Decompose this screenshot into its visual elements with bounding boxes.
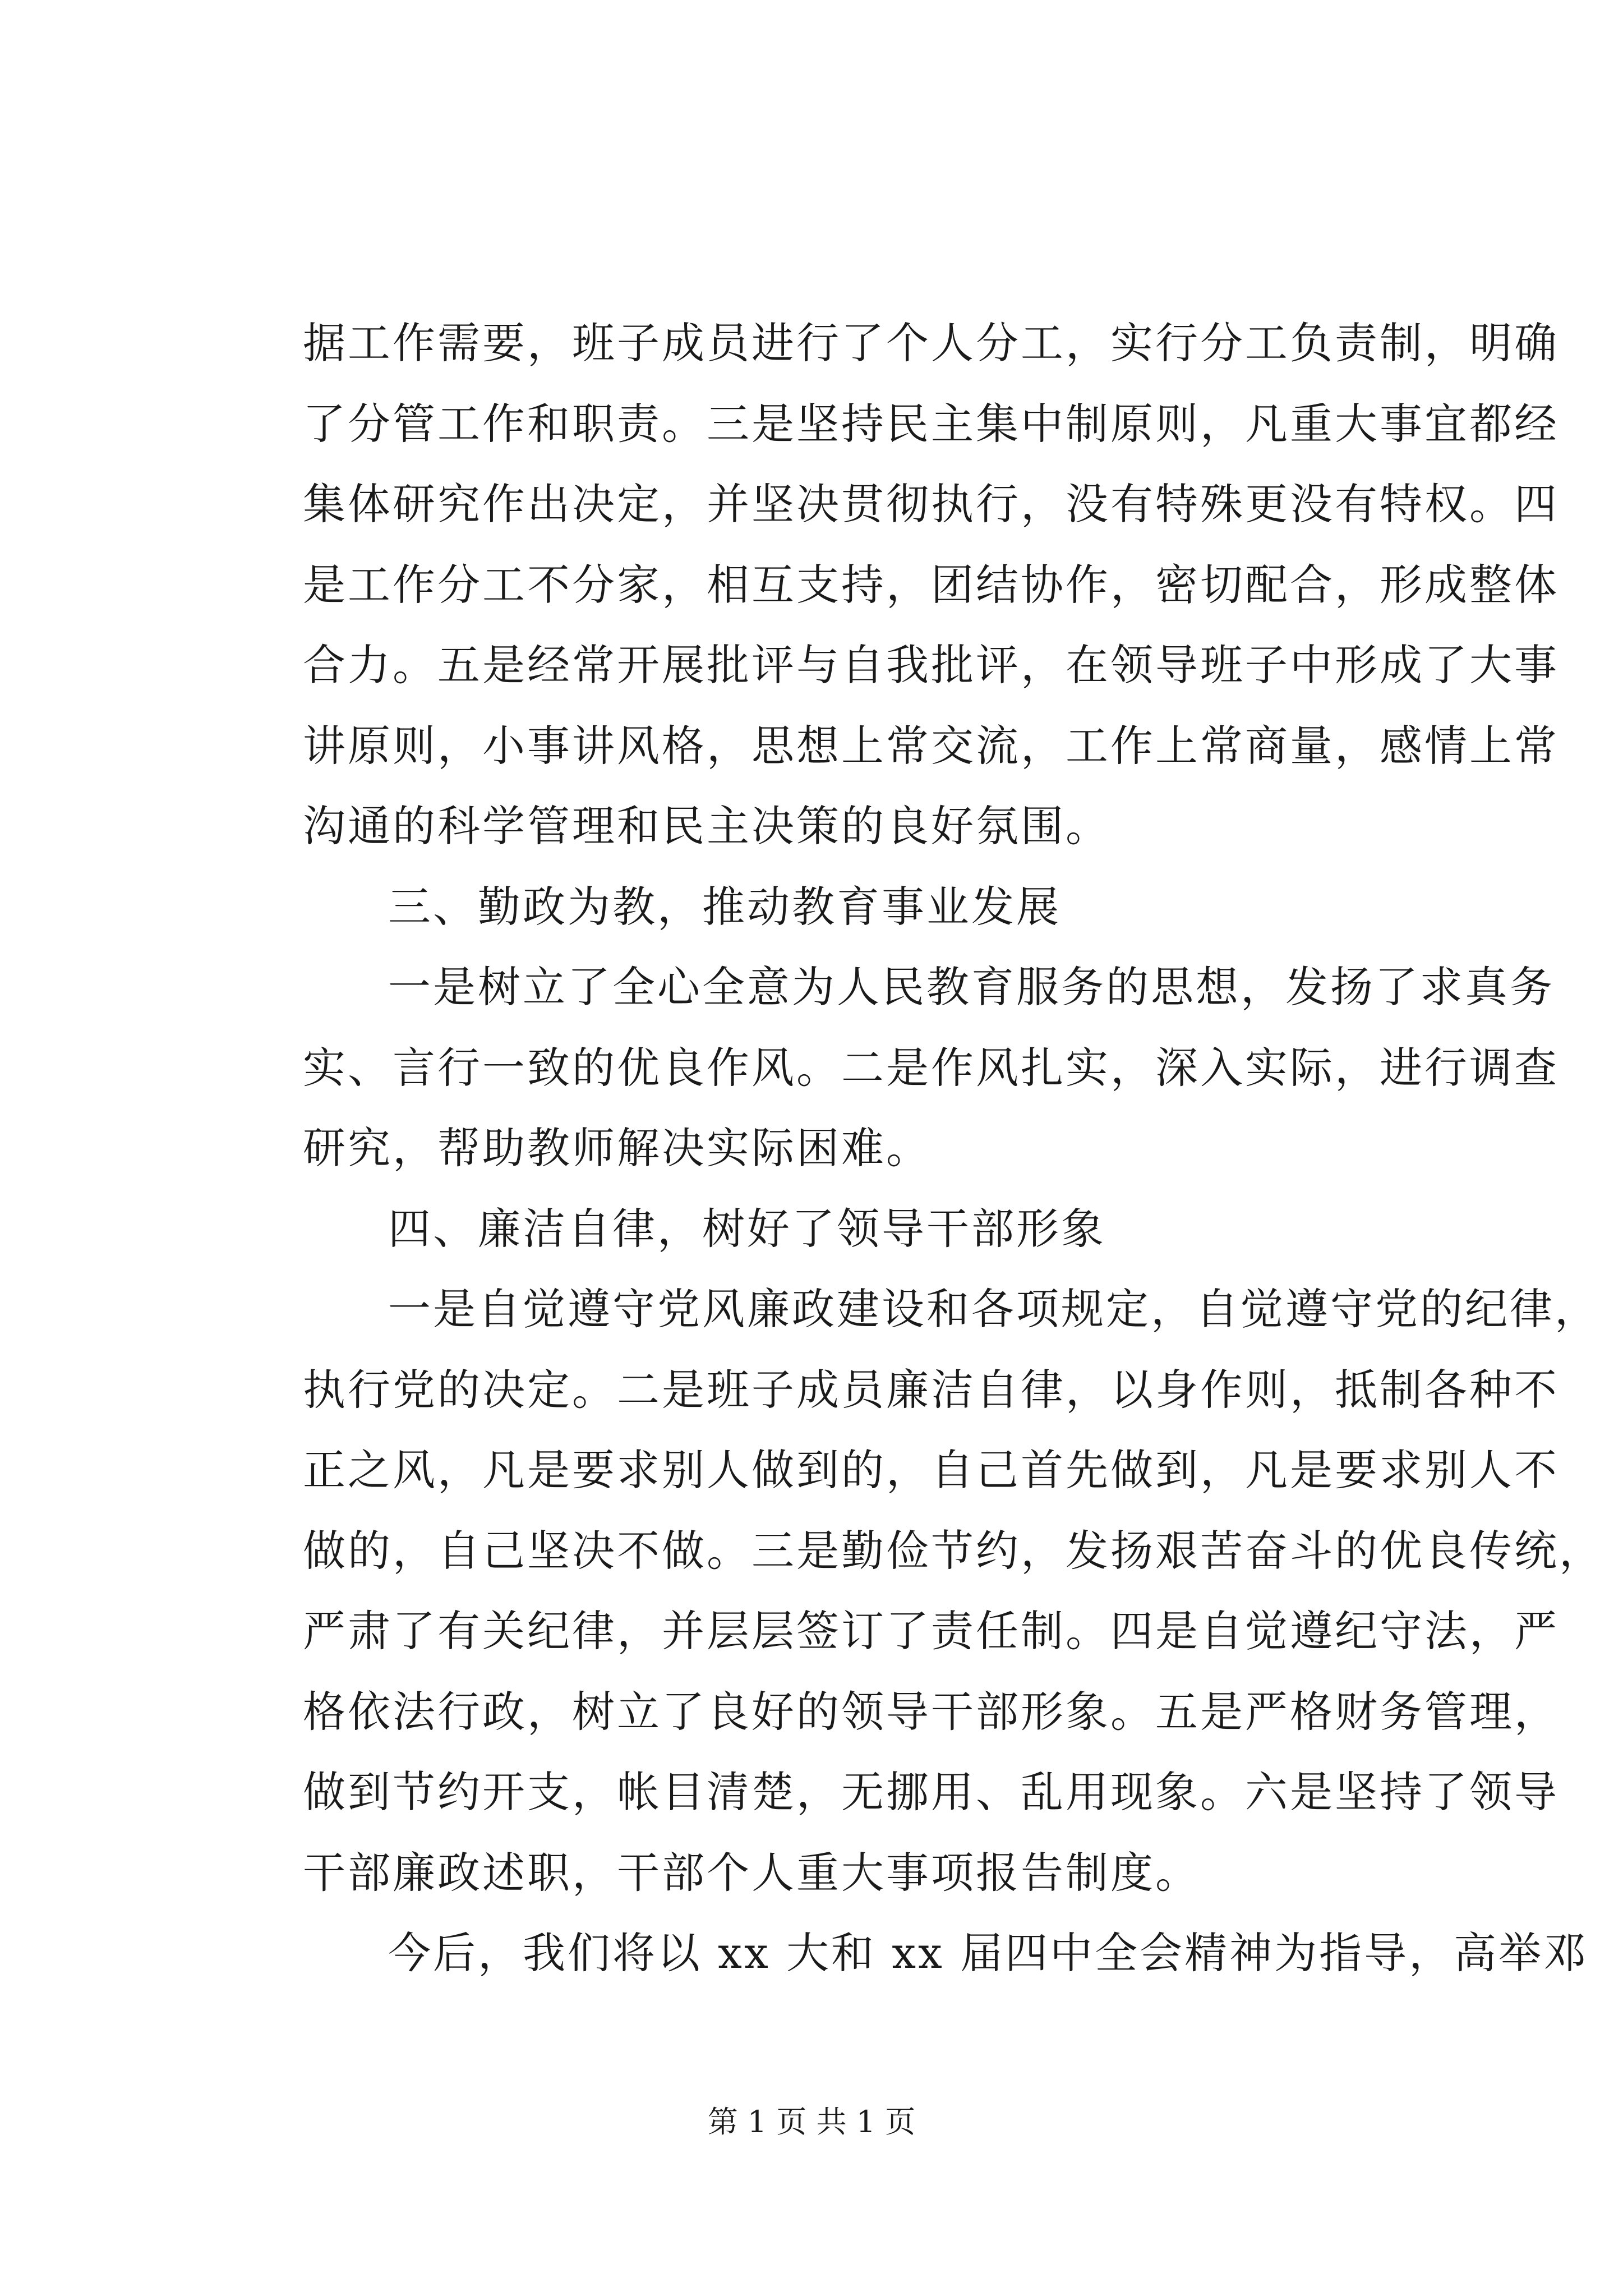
text-line: 严肃了有关纪律，并层层签订了责任制。四是自觉遵纪守法，严 [303,1606,1559,1656]
page-footer: 第 1 页 共 1 页 [707,2104,916,2139]
text-line: 做的，自己坚决不做。三是勤俭节约，发扬艰苦奋斗的优良传统， [303,1525,1604,1576]
text-line: 实、言行一致的优良作风。二是作风扎实，深入实际，进行调查 [303,1042,1559,1093]
section-heading: 三、勤政为教，推动教育事业发展 [388,881,1061,932]
text-line: 合力。五是经常开展批评与自我批评，在领导班子中形成了大事 [303,640,1559,690]
text-line: 是工作分工不分家，相互支持，团结协作，密切配合，形成整体 [303,559,1559,610]
text-line: 做到节约开支，帐目清楚，无挪用、乱用现象。六是坚持了领导 [303,1767,1559,1817]
text-line: 据工作需要，班子成员进行了个人分工，实行分工负责制，明确 [303,318,1559,368]
text-line: 研究，帮助教师解决实际困难。 [303,1123,931,1173]
text-line: 格依法行政，树立了良好的领导干部形象。五是严格财务管理， [303,1686,1559,1737]
text-line: 执行党的决定。二是班子成员廉洁自律，以身作则，抵制各种不 [303,1364,1559,1415]
text-line: 集体研究作出决定，并坚决贯彻执行，没有特殊更没有特权。四 [303,479,1559,529]
text-line: 沟通的科学管理和民主决策的良好氛围。 [303,801,1110,851]
text-line: 今后，我们将以 xx 大和 xx 届四中全会精神为指导，高举邓 [388,1928,1589,1978]
text-line: 讲原则，小事讲风格，思想上常交流，工作上常商量，感情上常 [303,720,1559,771]
text-line: 干部廉政述职，干部个人重大事项报告制度。 [303,1847,1200,1898]
text-line: 正之风，凡是要求别人做到的，自己首先做到，凡是要求别人不 [303,1445,1559,1495]
text-line: 了分管工作和职责。三是坚持民主集中制原则，凡重大事宜都经 [303,398,1559,449]
section-heading: 四、廉洁自律，树好了领导干部形象 [388,1203,1106,1254]
text-line: 一是自觉遵守党风廉政建设和各项规定，自觉遵守党的纪律， [388,1284,1599,1334]
text-line: 一是树立了全心全意为人民教育服务的思想，发扬了求真务 [388,962,1555,1012]
document-body [303,303,1604,1994]
